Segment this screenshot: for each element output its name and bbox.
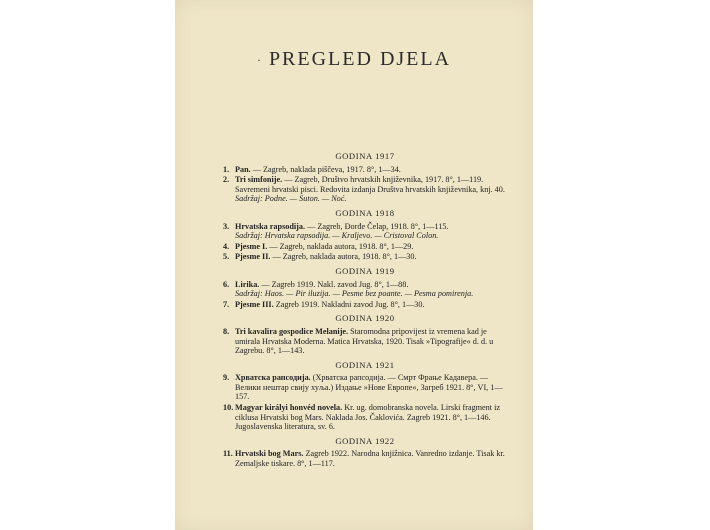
entry-number: 11. (223, 449, 233, 459)
year-heading: GODINA 1919 (335, 265, 395, 276)
entry-number: 3. (223, 221, 230, 231)
entry-contents: Sadržaj: Hrvatska rapsodija. — Kraljevo. — Cristoval Colon. (235, 231, 439, 241)
entry-number: 6. (223, 279, 230, 289)
entry-number: 2. (223, 175, 230, 185)
year-heading: GODINA 1918 (335, 207, 395, 218)
year-heading: GODINA 1917 (335, 151, 395, 161)
entry-title: Pjesme I. (235, 241, 268, 251)
entry-details: (Хрватска рапсодија. — Смрт Фрање Кадавера. — Велики нештар свију хуља.) Издање »Нове Европе«, Загреб 1921. 8°, VI, 1—157. (235, 373, 503, 402)
entry-details: — Zagreb, Društvo hrvatskih književnika, 1917. 8°, 1—119. Savremeni hrvatski pisci. Redovita izdanja Društva hrvatskih književnika, knj. 40. (235, 175, 505, 194)
entry-number: 4. (223, 241, 230, 251)
entry-title: Pan. (235, 164, 251, 174)
bibliography-entry (223, 300, 507, 310)
bibliography-entry (223, 373, 507, 402)
page-title (175, 48, 533, 71)
bibliography-entry (223, 403, 507, 432)
entry-details: — Zagreb, naklada piščeva, 1917. 8°, 1—34. (250, 164, 401, 174)
entry-contents: Sadržaj: Podne. — Suton. — Noć. (235, 194, 347, 204)
entry-title: Tri simfonije. (235, 175, 283, 185)
dot-ornament: · (256, 52, 263, 67)
entry-number: 7. (223, 299, 230, 309)
entry-details: — Zagreb, Đorđe Čelap, 1918. 8°, 1—115. (305, 221, 449, 231)
title-text: PREGLED DJELA (268, 48, 452, 70)
entry-title: Pjesme II. (235, 252, 271, 262)
entry-details: Staromodna pripovijest iz vremena kad je umirala Hrvatska Moderna. Matica Hrvatska, 1920. Tisak »Tipografije« d. d. u Zagrebu. 8°, 1—143. (235, 326, 494, 356)
bibliography-entry (223, 280, 507, 299)
entry-number: 1. (223, 164, 230, 174)
book-page (175, 0, 533, 530)
entry-details: — Zagreb, naklada autora, 1918. 8°, 1—30. (270, 252, 417, 262)
bibliography-entry (223, 222, 507, 241)
entry-details: — Zagreb 1919. Nakl. zavod Jug. 8°, 1—88. (259, 279, 409, 289)
entry-title: Hrvatska rapsodija. (235, 221, 306, 231)
entry-title: Tri kavalira gospodice Melanije. (235, 326, 349, 336)
entry-details: Zagreb 1919. Nakladni zavod Jug. 8°, 1—30. (273, 299, 425, 309)
entry-number: 5. (223, 252, 230, 262)
year-heading: GODINA 1922 (335, 435, 395, 446)
bibliography-entry (223, 165, 507, 175)
bibliography-entry (223, 449, 507, 468)
bibliography-entry (223, 175, 507, 204)
entry-details: — Zagreb, naklada autora, 1918. 8°, 1—29. (267, 241, 414, 251)
entry-number: 10. (223, 403, 234, 413)
entry-title: Hrvatski bog Mars. (235, 449, 304, 459)
entry-title: Pjesme III. (235, 299, 274, 309)
entry-contents: Sadržaj: Haos. — Pir iluzija. — Pesme bez poante. — Pesma pomirenja. (235, 289, 474, 299)
entry-number: 8. (223, 326, 230, 336)
bibliography-entry (223, 327, 507, 356)
year-heading: GODINA 1921 (335, 359, 395, 370)
bibliography-entry (223, 252, 507, 262)
bibliography-entry (223, 242, 507, 252)
entry-title: Хрватска рапсодија. (235, 373, 311, 383)
year-heading: GODINA 1920 (335, 313, 395, 324)
entry-details: Kr. ug. domobranska novela. Lirski fragment iz ciklusa Hrvatski bog Mars. Naklada Jos. Čaklovića. Zagreb 1921. 8°, 1—146. Jugoslavenska literatura, sv. 6. (235, 403, 500, 432)
entry-title: Lirika. (235, 279, 260, 289)
bibliography-list (223, 152, 507, 470)
entry-details: Zagreb 1922. Narodna knjižnica. Vanredno izdanje. Tisak kr. Zemaljske tiskare. 8°, 1—117. (235, 449, 505, 469)
entry-title: Magyar királyi honvéd novela. (235, 403, 343, 413)
entry-number: 9. (223, 373, 230, 383)
